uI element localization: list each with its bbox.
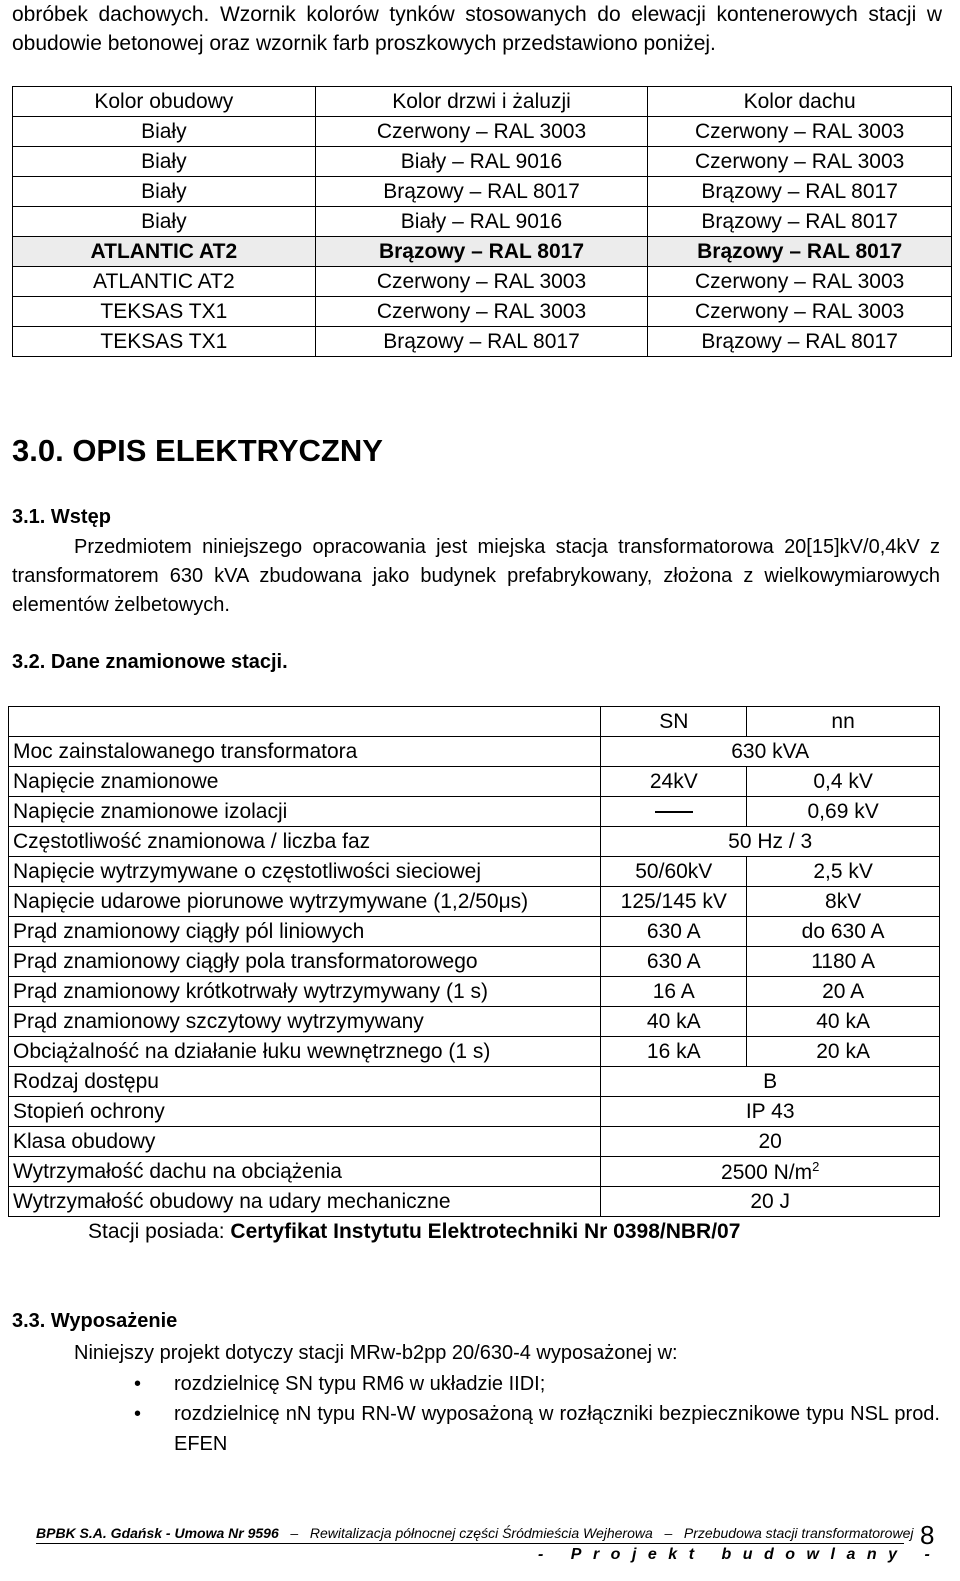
sn-value: 40 kA [601, 1007, 747, 1037]
table-cell: Czerwony – RAL 3003 [315, 267, 648, 297]
table-row [13, 147, 952, 177]
row-label: Napięcie znamionowe izolacji [9, 797, 601, 827]
column-header: Kolor drzwi i żaluzji [315, 87, 648, 117]
row-label: Prąd znamionowy krótkotrwały wytrzymywany (1 s) [9, 977, 601, 1007]
table-row [9, 1037, 940, 1067]
sn-value: 50/60kV [601, 857, 747, 887]
table-row [9, 1157, 940, 1187]
table-row [9, 767, 940, 797]
subsection-heading-ratings: 3.2. Dane znamionowe stacji. [12, 651, 288, 673]
row-label: Prąd znamionowy szczytowy wytrzymywany [9, 1007, 601, 1037]
row-label: Obciążalność na działanie łuku wewnętrznego (1 s) [9, 1037, 601, 1067]
sn-value: 16 kA [601, 1037, 747, 1067]
table-cell: Brązowy – RAL 8017 [648, 327, 952, 357]
certificate-line [88, 1220, 740, 1244]
equipment-list [12, 1369, 940, 1459]
table-row [13, 297, 952, 327]
sn-value: 16 A [601, 977, 747, 1007]
nn-value: 8kV [747, 887, 940, 917]
row-label: Klasa obudowy [9, 1127, 601, 1157]
colors-table [12, 86, 952, 357]
intro-line-1: obróbek dachowych. Wzornik kolorów tynków stosowanych do elewacji kontenerowych stacji w [12, 3, 942, 26]
nn-value: 0,69 kV [747, 797, 940, 827]
subsection-heading-intro: 3.1. Wstęp [12, 506, 111, 528]
page-number: 8 [920, 1520, 935, 1550]
row-label: Napięcie znamionowe [9, 767, 601, 797]
table-row [9, 947, 940, 977]
table-row [9, 1097, 940, 1127]
table-cell: Brązowy – RAL 8017 [315, 327, 648, 357]
nn-value: 20 kA [747, 1037, 940, 1067]
row-label: Stopień ochrony [9, 1097, 601, 1127]
paragraph-line: Przedmiotem niniejszego opracowania jest miejska stacja transformatorowa 20[15]kV/0,4kV z [74, 536, 940, 558]
table-row [13, 207, 952, 237]
table-row [13, 117, 952, 147]
section-heading: 3.0. OPIS ELEKTRYCZNY [12, 433, 383, 468]
nn-value: 0,4 kV [747, 767, 940, 797]
equipment-intro: Niniejszy projekt dotyczy stacji MRw-b2pp 20/630-4 wyposażonej w: [74, 1342, 678, 1364]
sn-value-dash [601, 797, 747, 827]
subsection-heading-equipment: 3.3. Wyposażenie [12, 1310, 178, 1332]
table-cell: ATLANTIC AT2 [13, 237, 316, 267]
table-row [9, 797, 940, 827]
table-row [9, 1127, 940, 1157]
merged-value-with-superscript [601, 1157, 940, 1187]
certificate-name: Certyfikat Instytutu Elektrotechniki Nr 0398/NBR/07 [230, 1220, 741, 1243]
footer-object: Przebudowa stacji transformatorowej [683, 1525, 914, 1541]
footer-separator: – [290, 1525, 299, 1541]
nn-value: 2,5 kV [747, 857, 940, 887]
row-label: Rodzaj dostępu [9, 1067, 601, 1097]
dash-mark [655, 811, 693, 813]
sn-value: 630 A [601, 917, 747, 947]
superscript: 2 [812, 1158, 820, 1174]
table-cell: Czerwony – RAL 3003 [648, 267, 952, 297]
row-label: Prąd znamionowy ciągły pól liniowych [9, 917, 601, 947]
list-item [12, 1399, 940, 1459]
table-row [9, 887, 940, 917]
table-row [13, 177, 952, 207]
column-header: Kolor obudowy [13, 87, 316, 117]
bullet-icon: • [134, 1403, 142, 1425]
table-cell: Czerwony – RAL 3003 [648, 297, 952, 327]
nn-value: 1180 A [747, 947, 940, 977]
table-cell: ATLANTIC AT2 [13, 267, 316, 297]
intro-line-2: obudowie betonowej oraz wzornik farb proszkowych przedstawiono poniżej. [12, 32, 716, 55]
column-header-sn: SN [601, 707, 747, 737]
table-row [9, 737, 940, 767]
sn-value: 630 A [601, 947, 747, 977]
row-label: Napięcie udarowe piorunowe wytrzymywane (1,2/50μs) [9, 887, 601, 917]
row-label: Wytrzymałość obudowy na udary mechaniczne [9, 1187, 601, 1217]
column-header-nn: nn [747, 707, 940, 737]
table-row [9, 917, 940, 947]
table-cell: Brązowy – RAL 8017 [648, 207, 952, 237]
merged-value: IP 43 [601, 1097, 940, 1127]
table-cell: Biały – RAL 9016 [315, 207, 648, 237]
ratings-header-row [9, 707, 940, 737]
table-cell: TEKSAS TX1 [13, 297, 316, 327]
intro-section-paragraph [12, 533, 940, 620]
row-label: Napięcie wytrzymywane o częstotliwości sieciowej [9, 857, 601, 887]
table-row [9, 827, 940, 857]
column-header: Kolor dachu [648, 87, 952, 117]
table-row [9, 977, 940, 1007]
nn-value: 40 kA [747, 1007, 940, 1037]
table-cell: Biały [13, 147, 316, 177]
row-label: Prąd znamionowy ciągły pola transformatorowego [9, 947, 601, 977]
footer-separator: – [664, 1525, 673, 1541]
nn-value: 20 A [747, 977, 940, 1007]
sn-value: 24kV [601, 767, 747, 797]
footer-divider [36, 1543, 904, 1544]
paragraph-line: transformatorem 630 kVA zbudowana jako budynek prefabrykowany, złożona z wielkowymiarowych [12, 565, 940, 587]
table-row [13, 327, 952, 357]
table-cell: Czerwony – RAL 3003 [648, 117, 952, 147]
table-cell: Biały [13, 207, 316, 237]
value-text: 2500 N/m [721, 1160, 813, 1184]
list-item-text: rozdzielnicę SN typu RM6 w układzie IIDI; [174, 1373, 546, 1395]
list-item-text: rozdzielnicę nN typu RN-W wyposażoną w rozłączniki bezpiecznikowe typu NSL prod. EFEN [174, 1403, 940, 1455]
merged-value: 630 kVA [601, 737, 940, 767]
merged-value: 50 Hz / 3 [601, 827, 940, 857]
sn-value: 125/145 kV [601, 887, 747, 917]
list-item [12, 1369, 940, 1399]
footer-info [36, 1525, 913, 1541]
table-row [9, 1187, 940, 1217]
table-row-highlighted [13, 237, 952, 267]
row-label: Częstotliwość znamionowa / liczba faz [9, 827, 601, 857]
table-cell: Biały [13, 177, 316, 207]
table-cell: Czerwony – RAL 3003 [648, 147, 952, 177]
table-cell: Czerwony – RAL 3003 [315, 117, 648, 147]
certificate-prefix: Stacji posiada: [88, 1220, 231, 1243]
ratings-table [8, 706, 940, 1217]
table-cell: Brązowy – RAL 8017 [648, 237, 952, 267]
merged-value: 20 [601, 1127, 940, 1157]
table-cell: Biały – RAL 9016 [315, 147, 648, 177]
table-cell: Brązowy – RAL 8017 [648, 177, 952, 207]
row-label: Wytrzymałość dachu na obciążenia [9, 1157, 601, 1187]
table-row [9, 857, 940, 887]
bullet-icon: • [134, 1373, 142, 1395]
colors-header-row [13, 87, 952, 117]
table-cell: Brązowy – RAL 8017 [315, 177, 648, 207]
footer-tagline: - Projekt budowlany - [538, 1546, 942, 1563]
intro-paragraph [12, 0, 942, 58]
footer-company: BPBK S.A. Gdańsk - Umowa Nr 9596 [36, 1525, 279, 1541]
table-cell [9, 707, 601, 737]
table-cell: TEKSAS TX1 [13, 327, 316, 357]
merged-value: 20 J [601, 1187, 940, 1217]
table-row [13, 267, 952, 297]
table-cell: Brązowy – RAL 8017 [315, 237, 648, 267]
row-label: Moc zainstalowanego transformatora [9, 737, 601, 767]
table-cell: Czerwony – RAL 3003 [315, 297, 648, 327]
merged-value: B [601, 1067, 940, 1097]
paragraph-line: elementów żelbetowych. [12, 594, 230, 616]
table-row [9, 1007, 940, 1037]
table-cell: Biały [13, 117, 316, 147]
table-row [9, 1067, 940, 1097]
nn-value: do 630 A [747, 917, 940, 947]
footer-project: Rewitalizacja północnej części Śródmieścia Wejherowa [309, 1525, 653, 1541]
